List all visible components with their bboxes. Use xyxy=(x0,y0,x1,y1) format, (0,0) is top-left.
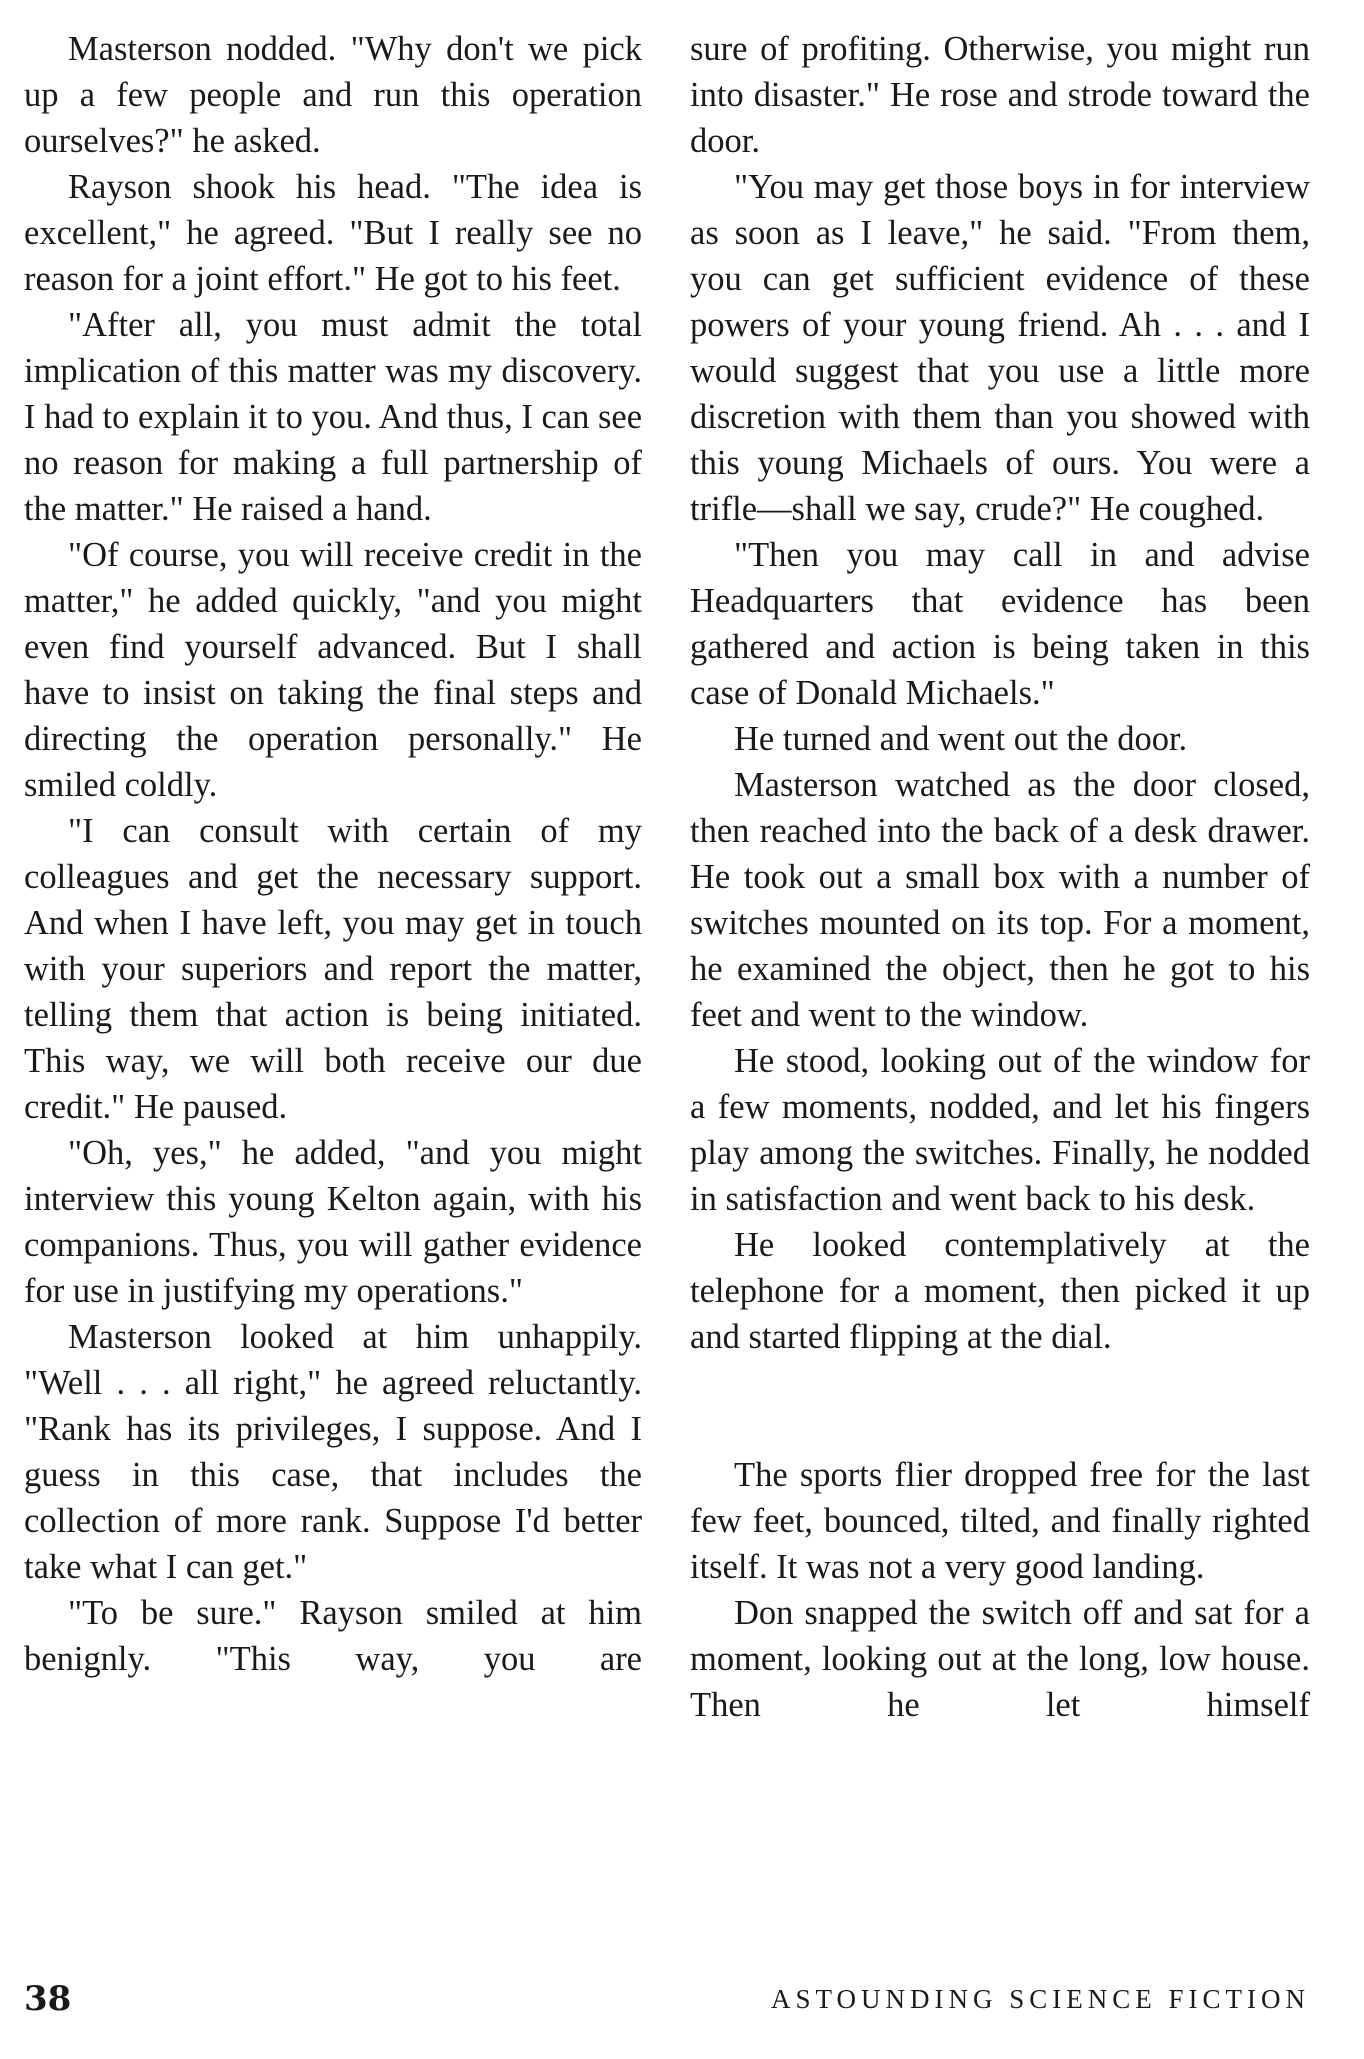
right-text-column xyxy=(690,26,1310,1728)
paragraph: Masterson nodded. "Why don't we pick up a few people and run this operation ourselves?" he asked. xyxy=(24,30,642,160)
paragraph-continuation: sure of profiting. Otherwise, you might run into disaster." He rose and strode toward the door. xyxy=(690,30,1310,160)
paragraph: Masterson watched as the door closed, then reached into the back of a desk drawer. He took out a small box with a number of switches mounted on its top. For a moment, he examined the object, then he got to his feet and went to the window. xyxy=(690,766,1310,1034)
paragraph: "After all, you must admit the total implication of this matter was my discovery. I had to explain it to you. And thus, I can see no reason for making a full partnership of the matter." He raised a hand. xyxy=(24,306,643,528)
page-number: 38 xyxy=(24,1979,72,2019)
running-title: ASTOUNDING SCIENCE FICTION xyxy=(770,1984,1310,2014)
paragraph: Don snapped the switch off and sat for a moment, looking out at the long, low house. Then he let himself xyxy=(690,1594,1310,1724)
paragraph: "Of course, you will receive credit in the matter," he added quickly, "and you might even find yourself advanced. But I shall have to insist on taking the final steps and directing the operation personally." He smiled coldly. xyxy=(24,536,642,804)
paragraph: "You may get those boys in for interview as soon as I leave," he said. "From them, you can get sufficient evidence of these powers of your young friend. Ah . . . and I would suggest that you use a little more discretion with them than you showed with this young Michaels of ours. You were a trifle—shall we say, crude?" He coughed. xyxy=(690,168,1310,528)
paragraph: "Oh, yes," he added, "and you might interview this young Kelton again, with his companions. Thus, you will gather evidence for use in justifying my operations." xyxy=(24,1134,642,1310)
left-text-column xyxy=(24,26,642,1682)
paragraph: The sports flier dropped free for the last few feet, bounced, tilted, and finally righted itself. It was not a very good landing. xyxy=(690,1456,1310,1586)
paragraph: He stood, looking out of the window for a few moments, nodded, and let his fingers play among the switches. Finally, he nodded in satisfaction and went back to his desk. xyxy=(690,1042,1310,1218)
section-break xyxy=(690,1406,1310,1452)
paragraph: Rayson shook his head. "The idea is excellent," he agreed. "But I really see no reason for a joint effort." He got to his feet. xyxy=(24,168,642,298)
section-break xyxy=(690,1360,1310,1406)
paragraph: "I can consult with certain of my colleagues and get the necessary support. And when I have left, you may get in touch with your superiors and report the matter, telling them that action is being initiated. This way, we will both receive our due credit." He paused. xyxy=(24,812,642,1126)
paragraph: "Then you may call in and advise Headquarters that evidence has been gathered and action is being taken in this case of Donald Michaels." xyxy=(690,536,1310,712)
paragraph: "To be sure." Rayson smiled at him benignly. "This way, you are xyxy=(24,1594,642,1678)
paragraph: He turned and went out the door. xyxy=(734,720,1188,758)
page-footer xyxy=(24,1976,1310,2022)
paragraph: He looked contemplatively at the telephone for a moment, then picked it up and started flipping at the dial. xyxy=(690,1226,1310,1356)
paragraph: Masterson looked at him unhappily. "Well . . . all right," he agreed reluctantly. "Rank has its privileges, I suppose. And I guess in this case, that includes the collection of more rank. Suppose I'd better take what I can get." xyxy=(24,1318,642,1586)
